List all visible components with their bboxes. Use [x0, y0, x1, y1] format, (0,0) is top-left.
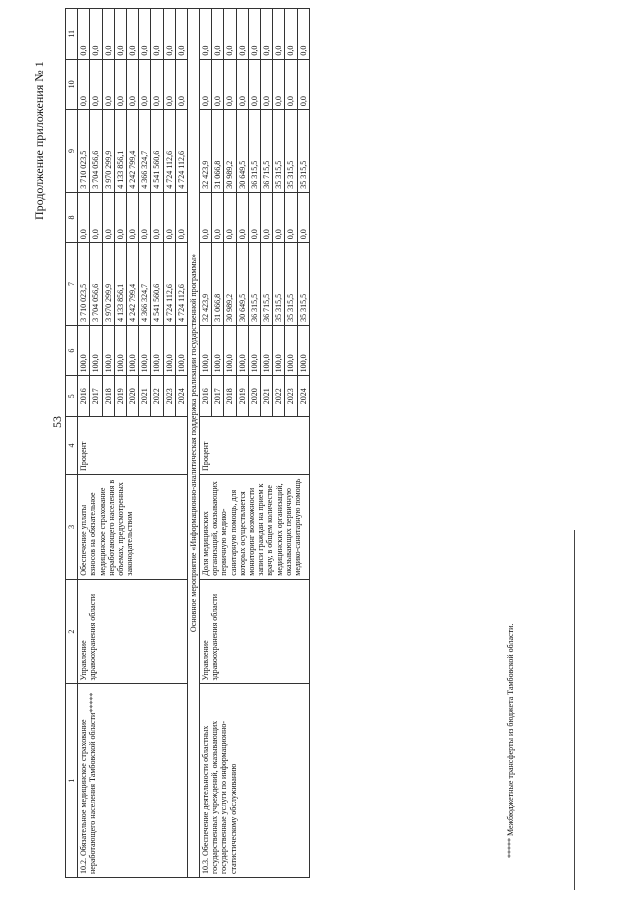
- value-cell: 0,0: [163, 59, 175, 110]
- year-cell: 2019: [236, 376, 248, 417]
- value-cell: 4 724 112,6: [163, 243, 175, 326]
- value-cell: 100,0: [297, 325, 309, 376]
- section-title: Основное мероприятие «Информационно-аналитическая поддержка реализации государственной программы»: [187, 9, 199, 878]
- indicator: Обеспечение уплаты взносов на обязательное медицинское страхование неработающего населения в объемах, предусмотренных законодательством: [78, 474, 188, 579]
- value-cell: 0,0: [224, 9, 236, 60]
- value-cell: 100,0: [248, 325, 260, 376]
- footnote-divider: [574, 530, 575, 890]
- value-cell: 31 066,8: [212, 110, 224, 193]
- value-cell: 30 649,5: [236, 243, 248, 326]
- year-cell: 2023: [285, 376, 297, 417]
- year-cell: 2020: [126, 376, 138, 417]
- column-header: 3: [66, 474, 78, 579]
- value-cell: 100,0: [163, 325, 175, 376]
- value-cell: 0,0: [224, 192, 236, 243]
- value-cell: 0,0: [297, 59, 309, 110]
- page-number: 53: [50, 416, 64, 428]
- value-cell: 3 970 299,9: [102, 243, 114, 326]
- value-cell: 0,0: [151, 9, 163, 60]
- value-cell: 100,0: [200, 325, 212, 376]
- value-cell: 30 989,2: [224, 110, 236, 193]
- column-header: 1: [66, 684, 78, 878]
- value-cell: 0,0: [200, 59, 212, 110]
- value-cell: 0,0: [273, 192, 285, 243]
- year-cell: 2021: [261, 376, 273, 417]
- value-cell: 0,0: [114, 9, 126, 60]
- value-cell: 0,0: [248, 9, 260, 60]
- program-table-container: [65, 8, 395, 878]
- value-cell: 0,0: [90, 192, 102, 243]
- value-cell: 0,0: [236, 9, 248, 60]
- value-cell: 100,0: [151, 325, 163, 376]
- value-cell: 4 541 560,6: [151, 110, 163, 193]
- year-cell: 2024: [297, 376, 309, 417]
- value-cell: 0,0: [212, 192, 224, 243]
- year-cell: 2016: [200, 376, 212, 417]
- value-cell: 0,0: [163, 9, 175, 60]
- value-cell: 0,0: [114, 59, 126, 110]
- value-cell: 0,0: [212, 59, 224, 110]
- value-cell: 0,0: [175, 9, 187, 60]
- value-cell: 4 366 324,7: [139, 243, 151, 326]
- value-cell: 0,0: [151, 192, 163, 243]
- value-cell: 0,0: [236, 59, 248, 110]
- year-cell: 2016: [78, 376, 90, 417]
- column-header: 8: [66, 192, 78, 243]
- section-row: [187, 9, 199, 878]
- value-cell: 0,0: [78, 59, 90, 110]
- value-cell: 0,0: [163, 192, 175, 243]
- value-cell: 0,0: [261, 59, 273, 110]
- year-cell: 2022: [151, 376, 163, 417]
- value-cell: 35 315,5: [297, 110, 309, 193]
- value-cell: 35 315,5: [273, 110, 285, 193]
- value-cell: 100,0: [175, 325, 187, 376]
- table-row: [200, 9, 212, 878]
- column-header: 6: [66, 325, 78, 376]
- value-cell: 3 970 299,9: [102, 110, 114, 193]
- value-cell: 4 133 856,1: [114, 243, 126, 326]
- value-cell: 0,0: [248, 192, 260, 243]
- value-cell: 31 066,8: [212, 243, 224, 326]
- activity-name: 10.2. Обязательное медицинское страхование неработающего населения Тамбовской области*****: [78, 684, 188, 878]
- value-cell: 0,0: [175, 192, 187, 243]
- value-cell: 100,0: [273, 325, 285, 376]
- value-cell: 30 989,2: [224, 243, 236, 326]
- value-cell: 0,0: [248, 59, 260, 110]
- value-cell: 0,0: [285, 192, 297, 243]
- value-cell: 3 710 023,5: [78, 243, 90, 326]
- value-cell: 0,0: [261, 192, 273, 243]
- value-cell: 36 315,5: [248, 110, 260, 193]
- value-cell: 0,0: [90, 59, 102, 110]
- year-cell: 2022: [273, 376, 285, 417]
- value-cell: 100,0: [114, 325, 126, 376]
- year-cell: 2021: [139, 376, 151, 417]
- value-cell: 36 715,5: [261, 110, 273, 193]
- value-cell: 3 704 056,6: [90, 110, 102, 193]
- column-header: 7: [66, 243, 78, 326]
- executor: Управление здравоохранения области: [200, 579, 310, 684]
- value-cell: 0,0: [175, 59, 187, 110]
- table-row: [78, 9, 90, 878]
- value-cell: 4 724 112,6: [175, 243, 187, 326]
- value-cell: 30 649,5: [236, 110, 248, 193]
- value-cell: 0,0: [273, 59, 285, 110]
- value-cell: 32 423,9: [200, 243, 212, 326]
- activity-name: 10.3. Обеспечение деятельности областных государственных учреждений, оказывающих государственные услуги по информационно-статистическому обслуживанию: [200, 684, 310, 878]
- value-cell: 3 710 023,5: [78, 110, 90, 193]
- unit: Процент: [78, 417, 188, 475]
- column-header: 10: [66, 59, 78, 110]
- program-table: [65, 8, 310, 878]
- value-cell: 0,0: [139, 9, 151, 60]
- value-cell: 0,0: [126, 59, 138, 110]
- value-cell: 0,0: [285, 9, 297, 60]
- value-cell: 0,0: [151, 59, 163, 110]
- continuation-title: Продолжение приложения № 1: [32, 61, 46, 220]
- value-cell: 100,0: [90, 325, 102, 376]
- value-cell: 0,0: [78, 192, 90, 243]
- column-header: 9: [66, 110, 78, 193]
- value-cell: 4 242 799,4: [126, 243, 138, 326]
- value-cell: 0,0: [236, 192, 248, 243]
- column-header: 2: [66, 579, 78, 684]
- value-cell: 0,0: [126, 9, 138, 60]
- footnote: ***** Межбюджетные трансферты из бюджета Тамбовской области.: [506, 623, 515, 858]
- value-cell: 0,0: [139, 192, 151, 243]
- value-cell: 100,0: [102, 325, 114, 376]
- column-header: 11: [66, 9, 78, 60]
- column-header: 4: [66, 417, 78, 475]
- value-cell: 4 366 324,7: [139, 110, 151, 193]
- value-cell: 100,0: [212, 325, 224, 376]
- value-cell: 0,0: [102, 192, 114, 243]
- year-cell: 2017: [90, 376, 102, 417]
- value-cell: 36 715,5: [261, 243, 273, 326]
- value-cell: 0,0: [200, 9, 212, 60]
- value-cell: 36 315,5: [248, 243, 260, 326]
- value-cell: 0,0: [114, 192, 126, 243]
- value-cell: 35 315,5: [297, 243, 309, 326]
- value-cell: 0,0: [102, 9, 114, 60]
- value-cell: 100,0: [261, 325, 273, 376]
- year-cell: 2017: [212, 376, 224, 417]
- value-cell: 0,0: [212, 9, 224, 60]
- value-cell: 100,0: [236, 325, 248, 376]
- executor: Управление здравоохранения области: [78, 579, 188, 684]
- value-cell: 0,0: [285, 59, 297, 110]
- year-cell: 2018: [102, 376, 114, 417]
- value-cell: 0,0: [139, 59, 151, 110]
- unit: Процент: [200, 417, 310, 475]
- value-cell: 0,0: [261, 9, 273, 60]
- value-cell: 4 242 799,4: [126, 110, 138, 193]
- value-cell: 35 315,5: [285, 110, 297, 193]
- value-cell: 0,0: [102, 59, 114, 110]
- value-cell: 0,0: [297, 9, 309, 60]
- value-cell: 35 315,5: [285, 243, 297, 326]
- value-cell: 0,0: [224, 59, 236, 110]
- value-cell: 4 724 112,6: [163, 110, 175, 193]
- value-cell: 100,0: [78, 325, 90, 376]
- value-cell: 4 541 560,6: [151, 243, 163, 326]
- column-header: 5: [66, 376, 78, 417]
- value-cell: 0,0: [126, 192, 138, 243]
- year-cell: 2023: [163, 376, 175, 417]
- value-cell: 0,0: [200, 192, 212, 243]
- value-cell: 35 315,5: [273, 243, 285, 326]
- value-cell: 100,0: [224, 325, 236, 376]
- value-cell: 4 724 112,6: [175, 110, 187, 193]
- value-cell: 3 704 056,6: [90, 243, 102, 326]
- header-row: [66, 9, 78, 878]
- value-cell: 100,0: [285, 325, 297, 376]
- value-cell: 0,0: [90, 9, 102, 60]
- year-cell: 2018: [224, 376, 236, 417]
- value-cell: 0,0: [78, 9, 90, 60]
- value-cell: 100,0: [126, 325, 138, 376]
- indicator: Доля медицинских организаций, оказывающих первичную медико-санитарную помощь, для которых осуществляется мониторинг возможности записи граждан на прием к врачу, в общем количестве медицинских организаций, оказывающих первичную медико-санитарную помощь: [200, 474, 310, 579]
- value-cell: 4 133 856,1: [114, 110, 126, 193]
- year-cell: 2019: [114, 376, 126, 417]
- value-cell: 32 423,9: [200, 110, 212, 193]
- year-cell: 2020: [248, 376, 260, 417]
- value-cell: 0,0: [297, 192, 309, 243]
- value-cell: 100,0: [139, 325, 151, 376]
- value-cell: 0,0: [273, 9, 285, 60]
- year-cell: 2024: [175, 376, 187, 417]
